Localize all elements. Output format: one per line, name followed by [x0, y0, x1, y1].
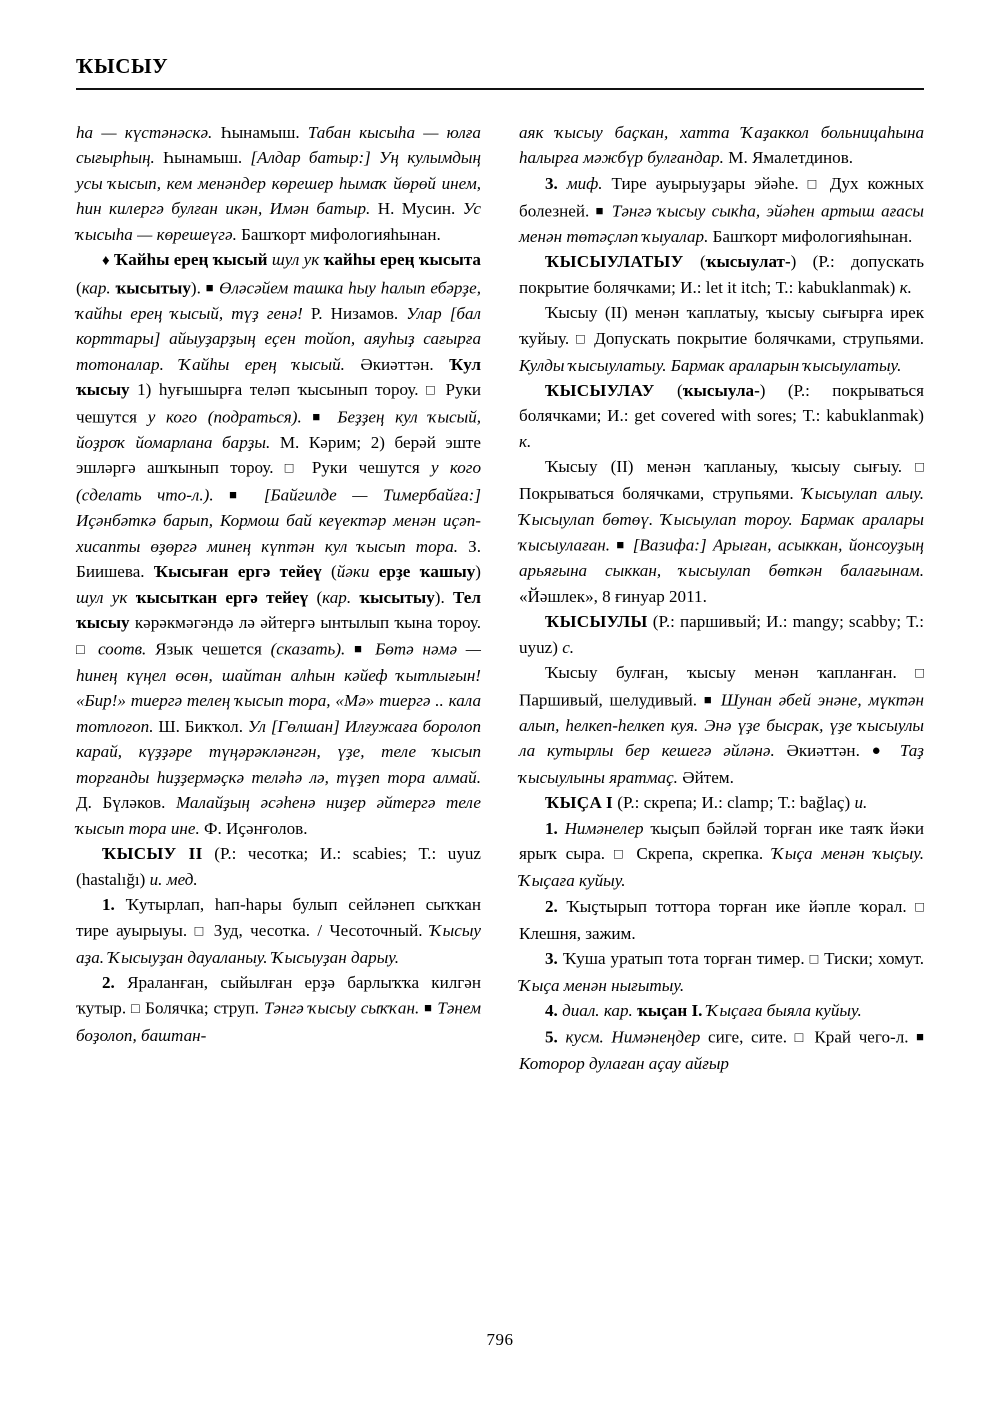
entry-sense: 4. диал. кар. ҡыҫан I. Ҡыҫаға быяла куйыу.: [545, 1001, 862, 1021]
entry-headword-block: ҠЫҪA I (Р.: скрепа; И.: clamp; Т.: bağlaç) и.: [545, 793, 868, 813]
entry-paragraph: ♦ Ҡайһы ерең ҡысый шул ук ҡайһы ерең ҡысыта (кар. ҡысытыу). ■ Өләсәйем ташка һыу һалып ебәрҙе, ҡайһы ерең ҡысый, түҙ генә! Р. Низамов. Улар [бал корттары] айыуҙарҙың еҫен тойоп, аяуһыҙ сағырға тотоналар. Ҡайһы ерең ҡысый. Әкиәттән. Ҡул ҡысыу 1) һуғышырға теләп ҡысынып тороу. □ Руки чешутся у кого (подраться). ■ Беҙҙең кул ҡысый, йоҙроҡ йомарлана барҙы. М. Кәрим; 2) берәй эште эшләргә ашҡынып тороу. □ Руки чешутся у кого (сделать что-л.). ■ [Байгилде — Тимербайға:] Иҫәнбәткә барып, Кормош бай кеүектәр менән иҫәп-хисапты өҙөргә минең күптән кул ҡысып тора. З. Биишева. Ҡысығaн ергә тейеү (йәки ерҙе ҡашыу) шул ук ҡысыткан ергә тейеү (кар. ҡысытыу). Тел ҡысыу кәрәкмәгәндә лә әйтергә ынтылып ҡына тороу. □ соотв. Язык чешется (сказать). ■ Бөтә нәмә — һинең күңел өсөн, шайтан алһын кәйеф ҡытлығын! «Бир!» тиергә телең ҡысып тора, «Мә» тиергә .. кала тотлоғоп. Ш. Бикҡол. Ул [Гөлшан] Илғужаға боролоп карай, күҙҙәре түңәрәкләнгән, үҙе, теле ҡысып торғанды һиҙҙермәҫкә теләһә лә, түҙеп тора алмай. Д. Бүләков. Малайҙың әсәһенә ниҙер әйтергә теле ҡысып тора ине. Ф. Иҫәнғолов.: [76, 250, 482, 838]
entry-sense: 3. Ҡуша уратып тота торған тимер. □ Тиски; хомут. Ҡыҫа менән нығытыу.: [519, 949, 924, 995]
entry-sense: 5. кусм. Нимәнеңдер сиге, сите. □ Край чего-л. ■ Которор дулаған аҫау айғыр: [519, 1027, 924, 1074]
entry-paragraph: һа — күстәнәскә. Һынамыш. Табан кысыһа — юлға сығырһың. Һынамыш. [Алдар батыр:] Уң кулымдың усы ҡысып, кем менәндер көрешер һымаҡ йөрөй инем, һин килергә булған икән, Имән батыр. Н. Мусин. Ус ҡысыһа — көрешеүгә. Башҡорт мифологияһынан.: [76, 123, 481, 244]
entry-sense: 2. Яраланған, сыйылған ерҙә барлыҡҡа килгән ҡутыр. □ Болячка; струп. Тәнгә ҡысыу сыҡҡан. ■ Тәнем боҙолоп, баштан-: [76, 972, 481, 1045]
right-column: [519, 120, 924, 1077]
entry-headword-block: ҠЫСЫУЛЫ (Р.: паршивый; И.: mangy; scabby; Т.: uyuz) с.: [519, 612, 924, 657]
entry-definition: Ҡысыу (II) менән ҡапланыу, ҡысыу сығыу. □ Покрываться болячками, струпьями. Ҡысыулап алыу. Ҡысыулап бөтөү. Ҡысыулап тороу. Бармак аралары ҡысыулаған. ■ [Вазифа:] Арыған, асыккан, йонсоуҙың арьяғына сыккан, ҡысыулап бөткән балағынам. «Йәшлек», 8 ғинуар 2011.: [519, 457, 925, 606]
entry-sense: 1. Ҡутырлап, һап-һары булып сейләнеп сыҡҡан тире ауырыуы. □ Зуд, чесотка. / Чесоточный. Ҡысыу аҙа. Ҡысыуҙан дауаланыу. Ҡысыуҙан дарыу.: [76, 895, 482, 967]
entry-definition: Ҡысыу булған, ҡысыу менән ҡапланған. □ Паршивый, шелудивый. ■ Шунан әбей энәне, мүктән алып, һелкеп-һелкеп куя. Энә үҙе бысрак, үҙе ҡысыулы ла кутырлы бер кешегә әйләнә. Әкиәттән. ● Таҙ ҡысыулыны яратмаҫ. Әйтем.: [519, 663, 924, 787]
entry-sense: 3. миф. Тире ауырыуҙары эйәһе. □ Дух кожных болезней. ■ Тәнгә ҡысыу сыкһа, эйәһен артыш ағасы менән төтәҫләп ҡыуалар. Башҡорт мифологияһынан.: [519, 173, 924, 246]
entry-paragraph: аяк ҡысыу баҫкан, хатта Ҡаҙаккол больницаһына һалырға мәжбүр булғандар. М. Ямалетдинов.: [519, 123, 924, 168]
running-head-title: ҠЫСЫУ: [76, 54, 169, 78]
entry-sense: 2. Ҡыҫтырып тоттора торған ике йәпле ҡорал. □ Клешня, зажим.: [519, 896, 924, 943]
entry-headword-block: ҠЫСЫУЛАТЫУ (ҡысыулат-) (Р.: допускать покрытие болячками; И.: let it itch; Т.: kabuklanmak) к.: [519, 252, 925, 297]
running-head: [76, 56, 924, 90]
running-head-rule: [76, 88, 924, 90]
entry-sense: 1. Нимәнелер ҡыҫып бәйләй торған ике таяҡ йәки ярыҡ сыра. □ Скрепа, скрепка. Ҡыҫа менән ҡыҫыу. Ҡыҫаға куйыу.: [519, 818, 925, 891]
entry-headword-block: ҠЫСЫУ II (Р.: чесотка; И.: scabies; Т.: uyuz (hastalığı) и. мед.: [76, 844, 481, 889]
page-number: 796: [486, 1330, 514, 1349]
entry-definition: Ҡысыу (II) менән ҡаплатыу, ҡысыу сығырға ирек ҡуйыу. □ Допускать покрытие болячками, струпьями. Кулды ҡысыулатыу. Бармак араларын ҡысыулатыу.: [519, 303, 924, 375]
entry-headword-block: ҠЫСЫУЛАУ (ҡысыула-) (Р.: покрываться болячками; И.: get covered with sores; Т.: kabuklanmak) к.: [519, 381, 925, 451]
body-columns: [76, 120, 924, 1077]
left-column: [76, 120, 481, 1077]
